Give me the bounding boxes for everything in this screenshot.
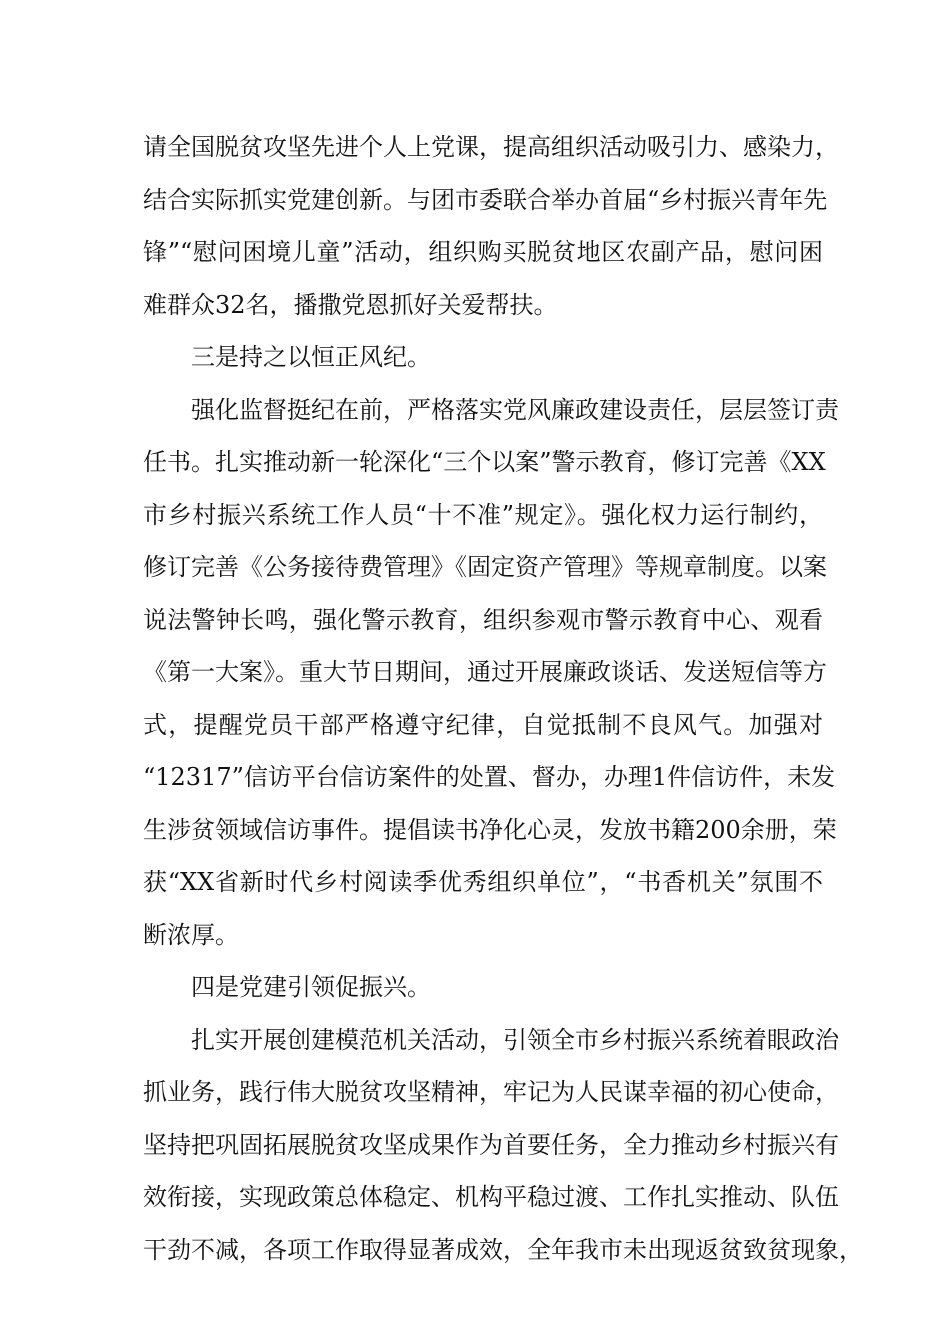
- text-line: 效衔接，实现政策总体稳定、机构平稳过渡、工作扎实推动、队伍: [143, 1183, 839, 1211]
- text-line: “12317”信访平台信访案件的处置、督办，办理1件信访件，未发: [143, 763, 836, 791]
- section-heading: 四是党建引领促振兴。: [191, 973, 431, 1001]
- text-line: 难群众32名，播撒党恩抓好关爱帮扶。: [143, 290, 558, 319]
- text-line: 任书。扎实推动新一轮深化“三个以案”警示教育，修订完善《XX: [143, 448, 826, 476]
- text-line: 获“XX省新时代乡村阅读季优秀组织单位”，“书香机关”氛围不: [143, 868, 823, 896]
- text-line: 锋”“慰问困境儿童”活动，组织购买脱贫地区农副产品，慰问困: [143, 238, 823, 266]
- text-line: 抓业务，践行伟大脱贫攻坚精神，牢记为人民谋幸福的初心使命，: [143, 1078, 839, 1106]
- text-line: 干劲不减，各项工作取得显著成效，全年我市未出现返贫致贫现象，: [143, 1235, 863, 1264]
- section-heading: 三是持之以恒正风纪。: [191, 343, 431, 371]
- document-body: [143, 121, 863, 1276]
- text-line: 《第一大案》。重大节日期间，通过开展廉政谈话、发送短信等方: [143, 658, 827, 686]
- text-line: 扎实开展创建模范机关活动，引领全市乡村振兴系统着眼政治: [191, 1025, 839, 1054]
- text-line: 说法警钟长鸣，强化警示教育，组织参观市警示教育中心、观看: [143, 605, 823, 634]
- text-line: 结合实际抓实党建创新。与团市委联合举办首届“乡村振兴青年先: [143, 185, 828, 214]
- text-line: 市乡村振兴系统工作人员“十不准”规定》。强化权力运行制约，: [143, 500, 823, 529]
- text-line: 强化监督挺纪在前，严格落实党风廉政建设责任，层层签订责: [191, 395, 839, 424]
- text-line: 生涉贫领域信访事件。提倡读书净化心灵，发放书籍200余册，荣: [143, 815, 837, 844]
- text-line: 修订完善《公务接待费管理》《固定资产管理》等规章制度。以案: [143, 553, 827, 581]
- text-line: 断浓厚。: [143, 920, 239, 949]
- text-line: 请全国脱贫攻坚先进个人上党课，提高组织活动吸引力、感染力，: [143, 133, 839, 161]
- text-line: 坚持把巩固拓展脱贫攻坚成果作为首要任务，全力推动乡村振兴有: [143, 1130, 839, 1159]
- text-line: 式，提醒党员干部严格遵守纪律，自觉抵制不良风气。加强对: [143, 710, 823, 739]
